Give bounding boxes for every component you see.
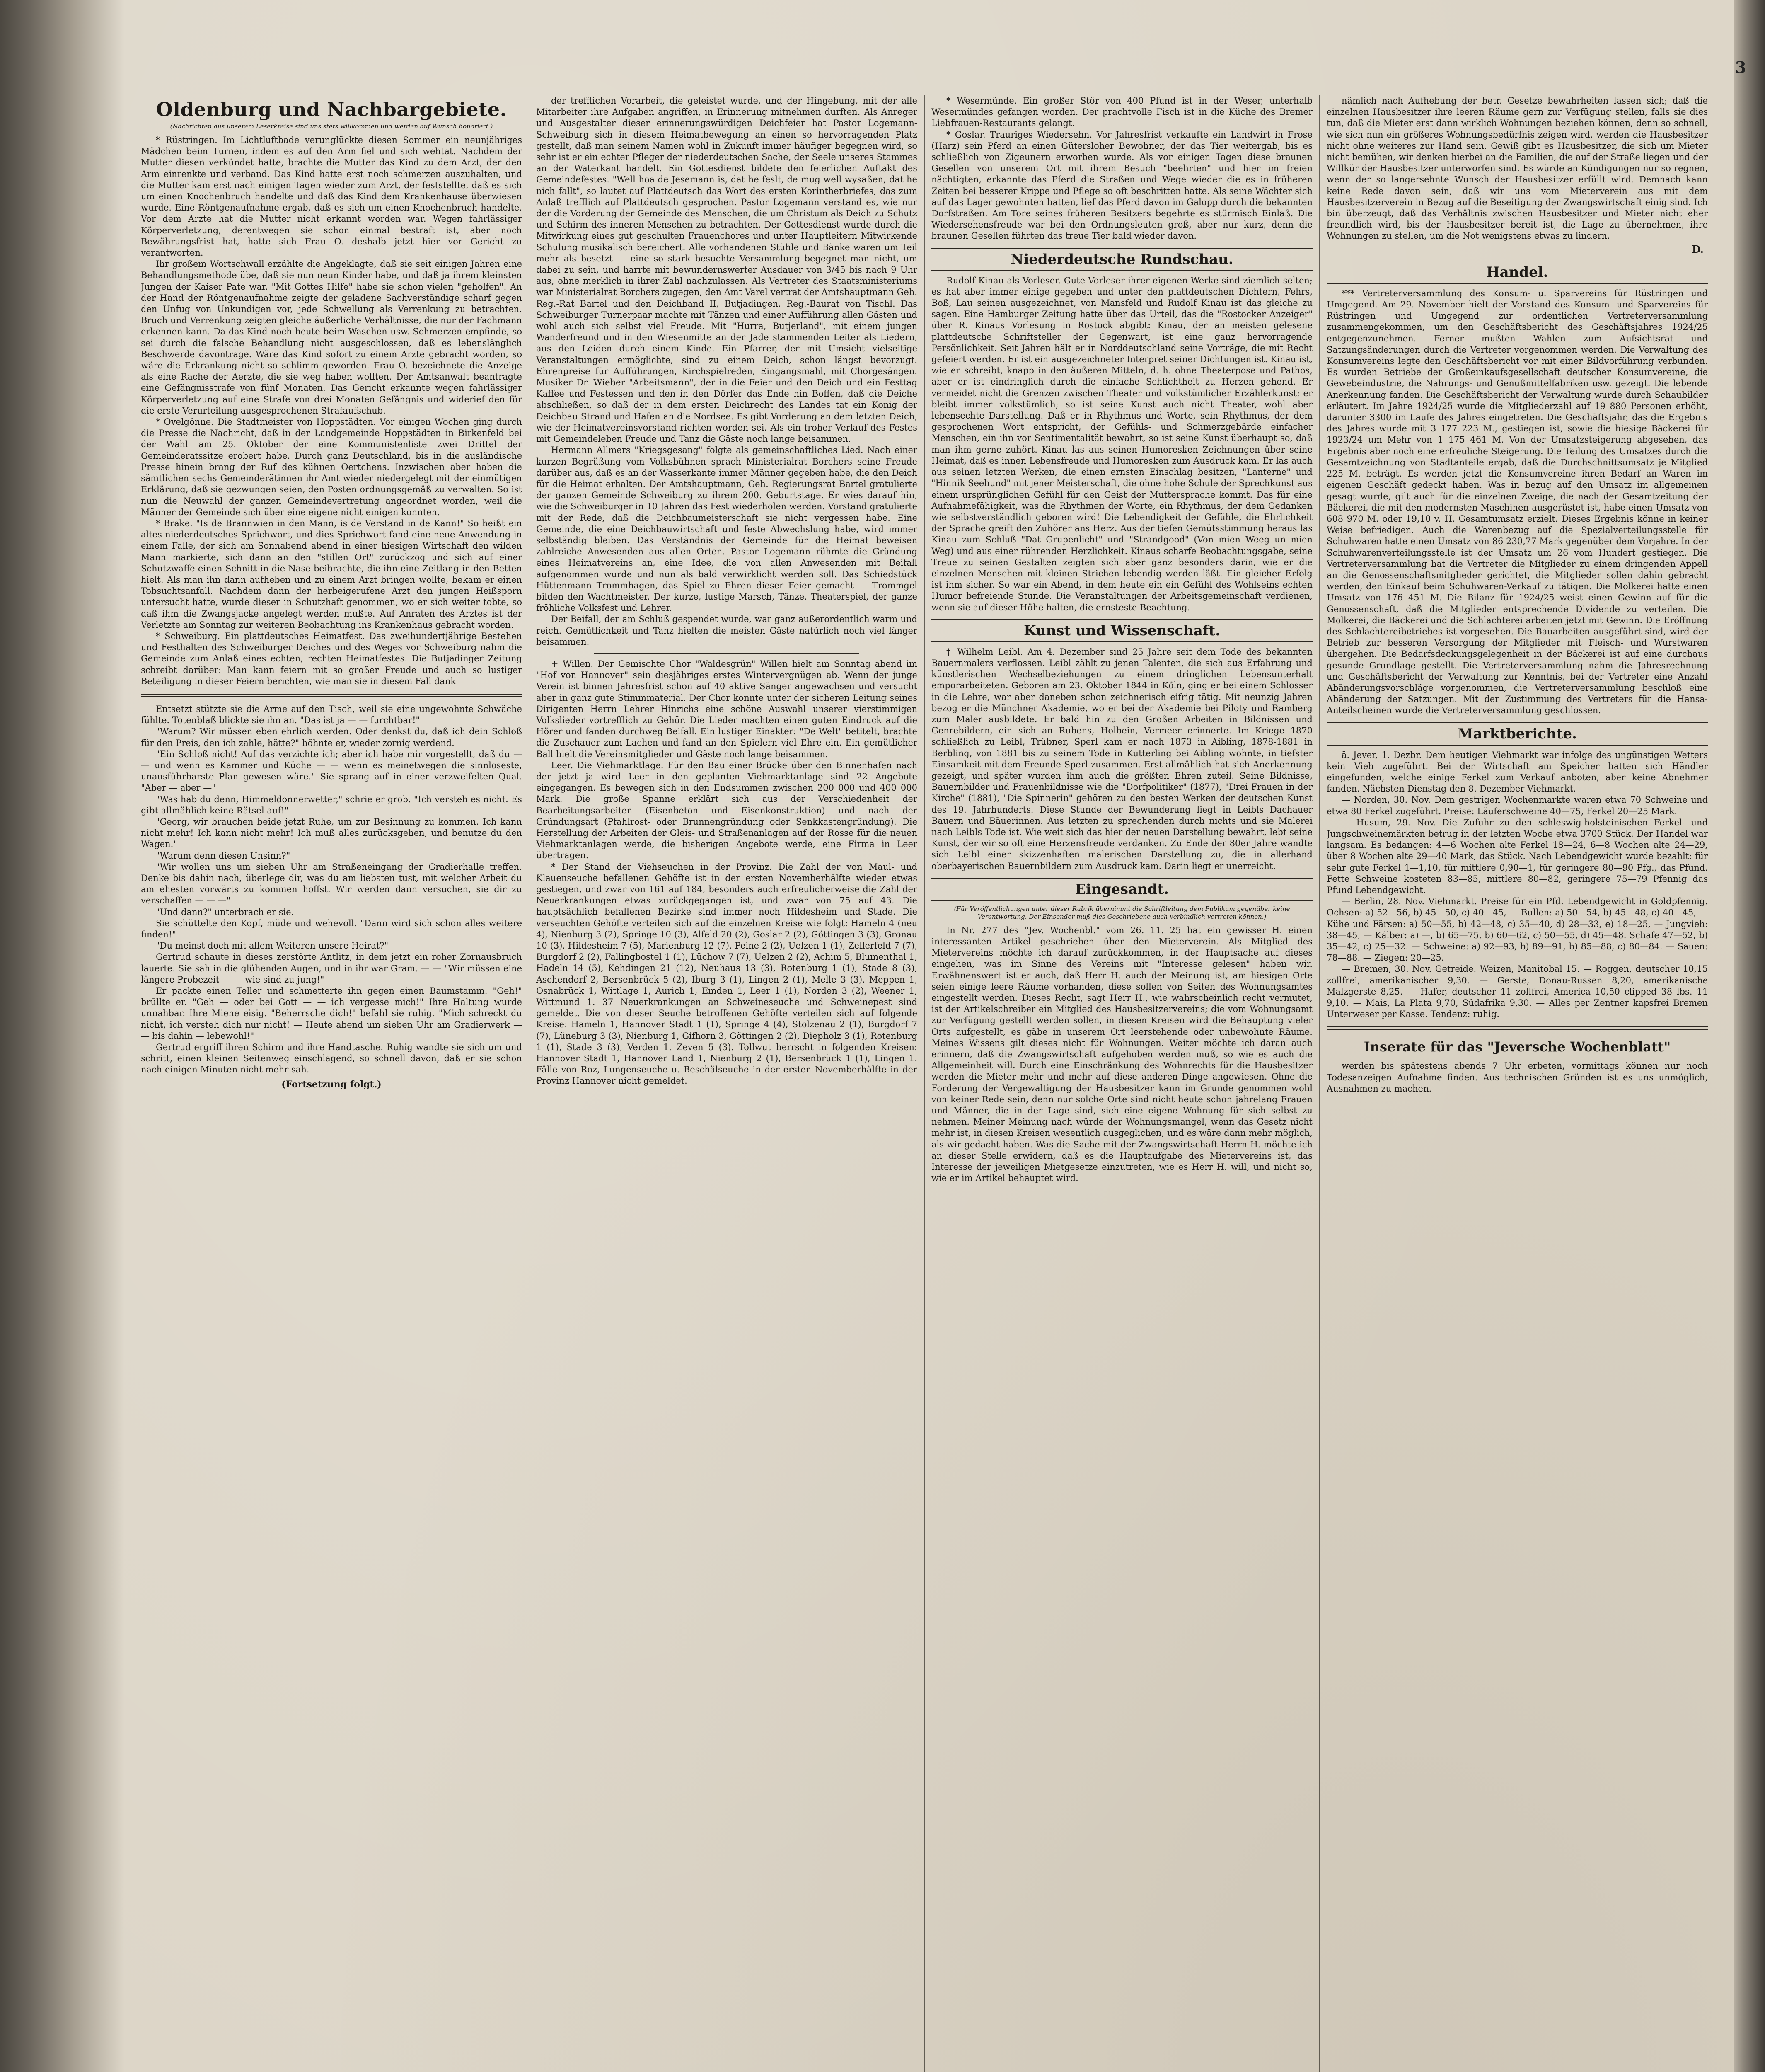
article-paragraph: * Schweiburg. Ein plattdeutsches Heimatfest. Das zweihundertjährige Bestehen und Festhalten des Schweiburger Deiches und des Weges vor Schweiburg nahm die Gemeinde zum Anlaß eines echten, rechten Heimatfestes. Die Butjadinger Zeitung schreibt darüber: Man kann feiern mit so großer Freude und auch so lustiger Beteiligung in dieser Feiern berichten, wie man sie in diesem Fall dank xyxy=(141,631,522,686)
column-3-articles xyxy=(931,95,1313,242)
article-paragraph: Leer. Die Viehmarktlage. Für den Bau einer Brücke über den Binnenhafen nach der jetzt ja wird Leer in den geplanten Viehmarktanlage sind 22 Angebote eingegangen. Es bewegen sich in den Endsummen zwischen 200 000 und 400 000 Mark. Die große Spanne erklärt sich aus der Verschiedenheit der Bearbeitungsarbeiten (Eisenbeton und Eisenkonstruktion) und nach der Gründungsart (Pfahlrost- oder Brunnengründung oder Senkkastengründung). Die Herstellung der Arbeiten der Gleis- und Straßenanlagen auf der Rosse für die neuen Viehmarktanlagen werde, die bisherigen Angebote werde, eine Firma in Leer übertragen. xyxy=(536,760,917,861)
kunst-articles xyxy=(931,646,1313,872)
article-paragraph: + Willen. Der Gemischte Chor "Waldesgrün" Willen hielt am Sonntag abend im "Hof von Hannover" sein diesjähriges erstes Wintervergnügen ab. Wenn der junge Verein ist binnen Jahresfrist schon auf 40 aktive Sänger angewachsen und versucht aber in ganz gute Stimmmaterial. Der Chor konnte unter der sicheren Leitung seines Dirigenten Herrn Lehrer Hinrichs eine schöne Auswahl unserer vierstimmigen Volkslieder vortrefflich zu Gehör. Die Lieder machten einen guten Eindruck auf die Hörer und fanden durchweg Beifall. Ein lustiger Einakter: "De Welt" betitelt, brachte die Zuschauer zum Lachen und fand an den Spielern viel Ehre ein. Ein gemütlicher Ball hielt die Vereinsmitglieder und Gäste noch lange beisammen. xyxy=(536,658,917,759)
article-paragraph: "Georg, wir brauchen beide jetzt Ruhe, um zur Besinnung zu kommen. Ich kann nicht mehr! Ich kann nicht mehr! Ich muß alles zurücksgehen, und benutze du den Wagen." xyxy=(141,816,522,850)
column-2-articles xyxy=(536,95,917,648)
ad-text: werden bis spätestens abends 7 Uhr erbeten, vormittags können nur noch Todesanzeigen Aufnahme finden. Aus technischen Gründen ist es uns unmöglich, Ausnahmen zu machen. xyxy=(1327,1061,1708,1094)
article-paragraph: Gertrud schaute in dieses zerstörte Antlitz, in dem jetzt ein roher Zornausbruch lauerte. Sie sah in die glühenden Augen, und in ihr war Gram. — — "Wir müssen eine längere Probezeit — — wie sind zu jung!" xyxy=(141,952,522,985)
column-4-articles xyxy=(1327,95,1708,242)
article-paragraph: "Wir wollen uns um sieben Uhr am Straßeneingang der Gradierhalle treffen. Denke bis dahin nach, überlege dir, was du am liebsten tust, mit welcher Arbeit du am ehesten vorwärts zu kommen hoffst. Wir werden dann versuchen, sie dir zu verschaffen — — —" xyxy=(141,862,522,906)
article-paragraph: nämlich nach Aufhebung der betr. Gesetze bewahrheiten lassen sich; daß die einzelnen Hausbesitzer ihre leeren Räume gern zur Verfügung stellen, falls sie dies tun, daß die Mieter erst dann wirklich Wohnungen beziehen können, denn so schnell, wie sich nun ein größeres Wohnungsbedürfnis zeigen wird, werden die Hausbesitzer nicht ohne weiteres zur Hand sein. Gewiß gibt es Hausbesitzer, die sich um Mieter nicht bemühen, wir denken hierbei an die Familien, die auf der Straße liegen und der Willkür der Hausbesitzer unterworfen sind. Es würde an Kündigungen nur so regnen, wenn der so langersehnte Wunsch der Hausbesitzer erfüllt wird. Demnach kann keine Rede davon sein, daß wir uns vom Mieterverein aus mit dem Hausbesitzerverein in Bezug auf die Beseitigung der Zwangswirtschaft einig sind. Ich bin überzeugt, daß das Verhältnis zwischen Hausbesitzer und Mieter nicht eher freundlich wird, bis der Hausbesitzer bereit ist, die Lage zu übernehmen, ihre Wohnungen zu stellen, um die Not wenigstens etwas zu lindern. xyxy=(1327,96,1708,241)
section-heading-kunst: Kunst und Wissenschaft. xyxy=(931,619,1313,642)
article-paragraph: In Nr. 277 des "Jev. Wochenbl." vom 26. 11. 25 hat ein gewisser H. einen interessanten Artikel geschrieben über den Mieterverein. Als Mitglied des Mietervereins möchte ich darauf zurückkommen, in der Hauptsache auf dieses eingehen, was im Sinne des Vereins mit "Interesse gelesen" haben wir. Erwähnenswert ist er auch, daß Herr H. auch der Meinung ist, am hiesigen Orte seien einige leere Räume vorhanden, diese sollen von Seiten des Wohnungsamtes eingestellt werden. Dieses Recht, sagt Herr H., wie wahrscheinlich recht vermutet, ist der Artikelschreiber ein Mitglied des Hausbesitzervereins; die vom Wohnungsamt zur Verfügung gestellt werden sollen, in diesen Kreisen wird die Behauptung vieler Orts aufgestellt, es gäbe in unserem Ort leerstehende oder unbewohnte Räume. Meines Wissens gilt dieses nicht für Wohnungen. Weiter möchte ich daran auch erinnern, daß die Zwangswirtschaft aufgehoben werden muß, so wie es auch die Allgemeinheit will. Durch eine Einschränkung des Wohnrechts für die Hausbesitzer werden die Mieter mehr und mehr auf diese anderen Dinge angewiesen. Ohne die Forderung der Vergewaltigung der Hausbesitzer kann im Grunde genommen wohl von keiner Rede sein, denn nur solche Orte sind nicht heute schon jahrelang Frauen und Männer, die in der Lage sind, sich eine eigene Wohnung für sich selbst zu nehmen. Meiner Meinung nach würde der Wohnungsmangel, wenn das Gesetz nicht mehr ist, in diesen Kreisen wesentlich ausgeglichen, und es wäre dann mehr möglich, als wir gedacht haben. Was die Sache mit der Zwangswirtschaft Herrn H. möchte ich an dieser Stelle erwidern, daß es die Hauptaufgabe des Mietervereins ist, das Interesse der jeweiligen Mietgesetze einzutreten, wie es Herr H. will, und nicht so, wie er im Artikel behauptet wird. xyxy=(931,925,1313,1184)
handel-articles xyxy=(1327,288,1708,716)
article-paragraph: * Wesermünde. Ein großer Stör von 400 Pfund ist in der Weser, unterhalb Wesermündes gefangen worden. Der prachtvolle Fisch ist in die Küche des Bremer Liebfrauen-Restaurants gelangt. xyxy=(931,96,1313,128)
page-number: 3 xyxy=(1735,58,1746,77)
column-1-articles xyxy=(141,135,522,687)
eingesandt-note: (Für Veröffentlichungen unter dieser Rubrik übernimmt die Schriftleitung dem Publikum gegenüber keine Verantwortung. Der Einsender muß dies Geschriebene auch verbindlich vertreten können.) xyxy=(954,905,1290,920)
article-paragraph: Ihr großem Wortschwall erzählte die Angeklagte, daß sie seit einigen Jahren eine Behandlungsmethode übe, daß sie nun neun Kinder habe, und daß ja ihrem kleinsten Jungen der Kaiser Pate war. "Mit Gottes Hilfe" habe sie schon vielen "geholfen". An der Hand der Röntgenaufnahme zeigte der geladene Sachverständige scharf gegen den Unfug von Unkundigen vor, jede Schwellung als Verrenkung zu betrachten. Bruch und Verrenkung zeigten gleiche äußerliche Verhältnisse, die nur der Fachmann erkennen kann. Da das Kind noch heute beim Waschen usw. Schmerzen empfinde, so sei durch die falsche Behandlung nicht ausgeschlossen, daß es lebenslänglich Beschwerde davontrage. Wäre das Kind sofort zu einem Arzte gebracht worden, so wäre die Erkrankung nicht so schlimm geworden. Frau O. bezeichnete die Anzeige als eine Rache der Aerzte, die sie weg haben wollten. Der Amtsanwalt beantragte eine Gefängnisstrafe von fünf Monaten. Das Gericht erkannte wegen fahrlässiger Körperverletzung auf eine Strafe von drei Monaten Gefängnis und widerief den für die erste Verurteilung ausgesprochenen Strafaufschub. xyxy=(141,259,522,416)
section-heading-eingesandt: Eingesandt. xyxy=(931,878,1313,901)
section-heading-marktberichte: Marktberichte. xyxy=(1327,722,1708,746)
article-paragraph: * Brake. "Is de Brannwien in den Mann, is de Verstand in de Kann!" So heißt ein altes niederdeutsches Sprichwort, und dies Sprichwort fand eine neue Anwendung in einem Falle, der sich am Sonnabend abend in einer hiesigen Wirtschaft den wilden Mann markierte, sich dann an den "stillen Ort" zurückzog und sich auf einer Schutzwaffe einen Schnitt in die Nase beibrachte, die ihn eine Zeitlang in den Betten hielt. Als man ihn dann aufheben und zu einem Arzt bringen wollte, bekam er einen Tobsuchtsanfall. Nachdem dann der herbeigerufene Arzt den jungen Heißsporn untersucht hatte, wurde dieser in Schutzhaft genommen, wo er sich weiter tobte, so daß ihm die Zwangsjacke angelegt werden mußte. Auf Anraten des Arztes ist der Verletzte am Sonntag zur weiteren Beobachtung ins Krankenhaus gebracht worden. xyxy=(141,518,522,630)
article-paragraph: * Goslar. Trauriges Wiedersehn. Vor Jahresfrist verkaufte ein Landwirt in Frose (Harz) sein Pferd an einen Gütersloher Bewohner, der das Tier weitergab, bis es schließlich von Zigeunern erworben wurde. Als vor einigen Tagen diese braunen Gesellen von unserem Ort mit ihrem Besuch "beehrten" und hier im freien nächtigten, erkannte das Pferd die Straßen und Wege wieder die es in früheren Zeiten bei besserer Krippe und Pflege so oft beschritten hatte. Als seine Wächter sich auf das Lager gewohnten hatten, lief das Pferd davon im Galopp durch die bekannten Dorfstraßen. Am Tore seines früheren Besitzers begehrte es stürmisch Einlaß. Die Wiedersehensfreude war bei den Ordnungsleuten groß, aber nur kurz, denn die braunen Gesellen führten das treue Tier bald wieder davon. xyxy=(931,129,1313,241)
article-paragraph: † Wilhelm Leibl. Am 4. Dezember sind 25 Jahre seit dem Tode des bekannten Bauernmalers verflossen. Leibl zählt zu jenen Talenten, die sich aus Erfahrung und künstlerischen Wechselbeziehungen zu einem dringlichen Lebensunterhalt emporarbeiteten. Geboren am 23. Oktober 1844 in Köln, ging er bei einem Schlosser in die Lehre, war aber daneben schon zeichnerisch eifrig tätig. Mit neunzig Jahren bezog er die Münchner Akademie, wo er bei der Akademie bei Piloty und Ramberg zum Maler ausbildete. Er bald hin zu den Großen Arbeiten in Bildnissen und Genrebildern, ein sich an Rubens, Holbein, Vermeer erinnerte. Im Kriege 1870 schließlich zu Leibl, Trübner, Sperl kam er nach 1873 in Aibling, 1878-1881 in Berbling, von 1881 bis zu seinem Tode in Kutterling bei Aibling wohnte, in tiefster Einsamkeit mit dem Freunde Sperl zusammen. Erst allmählich hat sich Anerkennung gezeigt, und später wurden ihm auch die größten Ehren zuteil. Seine Bildnisse, Bauernbilder und Frauenbildnisse wie die "Dorfpolitiker" (1877), "Drei Frauen in der Kirche" (1881), "Die Spinnerin" gehören zu den besten Werken der deutschen Kunst des 19. Jahrhunderts. Diese Stunde der Bewunderung liegt in Leibls Dachauer Bauern und Bäuerinnen. Aus letzten zu sprechenden durch nichts und sie Malerei nach Leibls Tode ist. Wie weit sich das hier der neuen Darstellung bewahrt, lebt seine Kunst, der wir so oft eine Herzensfreude verdanken. Zu Ende der 80er Jahre wandte sich Leibl einer skizzenhaften malerischen Darstellung zu, die in allerhand oberbayerischen Bauernbildern zum Ausdruck kam. Darin liegt er unerreicht. xyxy=(931,646,1313,871)
article-paragraph: der trefflichen Vorarbeit, die geleistet wurde, und der Hingebung, mit der alle Mitarbeiter ihre Aufgaben angriffen, in Erinnerung mitnehmen durften. Als Anreger und Ausgestalter dieser erinnerungswürdigen Deichfeier hat Pastor Logemann-Schweiburg sich in diesem Heimatbewegung an einen so hervorragenden Platz gestellt, daß man seinem Namen wohl in Zukunft immer häufiger begegnen wird, so sehr ist er ein echter Pfleger der niederdeutschen Sache, der Seele unseres Stammes an der Waterkant handelt. Ein Gottesdienst bildete den feierlichen Auftakt des Gemeindefestes. "Well hoa de Jesemann is, dat he feslt, de mug well wysaßen, dat he nich fallt", so lautet auf Plattdeutsch das Wort des ersten Korintherbriefes, das zum Anlaß trefflich auf Plattdeutsch gesprochen. Pastor Logemann verstand es, wie nur der die Vorderung der Gemeinde des Menschen, die um Christum als Deich zu Schutz und Schirm des inneren Menschen zu betrachten. Der Gottesdienst wurde durch die Mitwirkung eines gut geschulten Frauenchores und unter Hauptleitern Mitwirkende Schulung musikalisch bereichert. Alle vorhandenen Stühle und Bänke waren um Teil mehr als besetzt — eine so stark besuchte Versammlung begegnet man nicht, um dabei zu sein, und harrte mit bewundernswerter Ausdauer von 3/45 bis nach 9 Uhr aus, ohne merklich in ihrer Zahl nachzulassen. Als Vertreter des Staatsministeriums war Ministerialrat Borchers zugegen, den Amt Varel vertrat der Amtshauptmann Geh. Reg.-Rat Bartel und den Deichband II, Butjadingen, Reg.-Baurat von Tischl. Das Schweiburger Turnerpaar machte mit Tänzen und einer Aufführung allen Gästen und wohl auch sich selbst viel Freude. Mit "Hurra, Butjerland", mit einem jungen Wanderfreund und in den Wiesenmitte an der Jade stammenden Leiter als Liedern, aus den Leiden durch einem Kinde. Ein Pfarrer, der mit Umsicht vielseitige Veranstaltungen ermöglichte, sind zu einem Deich, schon längst bevorzugt. Ehrenpreise für Aufführungen, Kirchspielreden, Eingangsmahl, mit Chorgesängen. Musiker Dr. Wieber "Arbeitsmann", der in die Feier und den Deich und ein Festtag Kaffee und Festessen und den in den Dörfer das Ende hin Boffen, daß die Deiche abschließen, so daß der in dem ersten Deichrecht des Landes tat ein Konig der Deichbau Strand und Hafen an die Nordsee. Es gibt Vorderung an dem letzten Deich, wie der Heimatvereinsvorstand richten worden sei. Als ein froher Verlauf des Festes mit Gemeindeleben Freude und Tanz die Gäste noch lange beisammen. xyxy=(536,96,917,444)
column-2-articles-lower xyxy=(536,658,917,1087)
article-paragraph: "Ein Schloß nicht! Auf das verzichte ich; aber ich habe mir vorgestellt, daß du — — und wenn es Kammer und Küche — — wenn es meinetwegen die sinnloseste, unausführbarste Plan gewesen wäre." Sie sprang auf in einer verzweifelten Qual. "Aber — aber —" xyxy=(141,749,522,793)
column-4 xyxy=(1327,95,1708,2072)
article-paragraph: — Husum, 29. Nov. Die Zufuhr zu den schleswig-holsteinischen Ferkel- und Jungschweinemärkten betrug in der letzten Woche etwa 3700 Stück. Der Handel war langsam. Es bedangen: 4—6 Wochen alte Ferkel 18—24, 6—8 Wochen alte 24—29, über 8 Wochen alte 29—40 Mark, das Stück. Nach Lebendgewicht wurde bezahlt: für sehr gute Ferkel 1—1,10, für mittlere 0,90—1, für geringere 80—90 Pfg., das Pfund. Fette Schweine kosteten 83—85, mittlere 80—82, geringere 75—79 Pfennig das Pfund Lebendgewicht. xyxy=(1327,817,1708,895)
article-paragraph: * Ovelgönne. Die Stadtmeister von Hoppstädten. Vor einigen Wochen ging durch die Presse die Nachricht, daß in der Landgemeinde Hoppstädten in Birkenfeld bei der Wahl am 25. Oktober der eine Kommunistenliste zwei Drittel der Gemeinderatssitze erobert habe. Durch ganz Deutschland, bis in die ausländische Presse hinein brang der Ruf des kühnen Oertchens. Inzwischen aber haben die sämtlichen sechs Gemeinderätinnen ihr Amt wieder niedergelegt mit der einmütigen Erklärung, daß sie gezwungen seien, den Posten ordnungsgemäß zu verwalten. So ist nun die Neuwahl der ganzen Gemeindevertretung angeordnet worden, weil die Männer der Gemeinde sich über eine eigene nicht einigen konnten. xyxy=(141,417,522,517)
article-paragraph: Er packte einen Teller und schmetterte ihn gegen einen Baumstamm. "Geh!" brüllte er. "Geh — oder bei Gott — — ich vergesse mich!" Ihre Haltung wurde unnahbar. Ihre Miene eisig. "Beherrsche dich!" befahl sie ruhig. "Mich schreckt du nicht, ich versteh dich nur nicht! — Heute abend um sieben Uhr am Gradierwerk — — bis dahin — lebewohl!" xyxy=(141,986,522,1041)
article-paragraph: Gertrud ergriff ihren Schirm und ihre Handtasche. Ruhig wandte sie sich um und schritt, einen kleinen Seitenweg einschlagend, so schnell davon, daß er sie schon nach einigen Minuten nicht mehr sah. xyxy=(141,1042,522,1075)
section-heading-handel: Handel. xyxy=(1327,261,1708,284)
article-paragraph: ä. Jever, 1. Dezbr. Dem heutigen Viehmarkt war infolge des ungünstigen Wetters kein Vieh zugeführt. Bei der Wirtschaft am Speicher hatten sich Händler eingefunden, welche einige Ferkel zum Verkauf anboten, aber keine Abnehmer fanden. Nächsten Dienstag den 8. Dezember Viehmarkt. xyxy=(1327,750,1708,794)
article-paragraph: "Warum denn diesen Unsinn?" xyxy=(156,850,290,861)
page-body xyxy=(137,95,1732,2072)
serial-separator xyxy=(141,694,522,697)
column-rule xyxy=(924,95,925,2072)
article-paragraph: — Bremen, 30. Nov. Getreide. Weizen, Manitobal 15. — Roggen, deutscher 10,15 zollfrei, amerikanischer 9,30. — Gerste, Donau-Russen 8,20, amerikanische Malzgerste 8,25. — Hafer, deutscher 11 zollfrei, America 10,50 clipped 38 lbs. 11 9,10. — Mais, La Plata 9,70, Südafrika 9,30. — Alles per Zentner kapsfrei Bremen Unterweser per Kasse. Tendenz: ruhig. xyxy=(1327,964,1708,1019)
page-edge xyxy=(1734,0,1765,2072)
section-heading-rundschau: Niederdeutsche Rundschau. xyxy=(931,248,1313,271)
article-paragraph: "Warum? Wir müssen eben ehrlich werden. Oder denkst du, daß ich dein Schloß für den Preis, den ich zahle, hätte?" höhnte er, wieder zornig werdend. xyxy=(141,726,522,748)
serial-story xyxy=(141,704,522,1076)
ad-separator xyxy=(1327,1026,1708,1030)
article-paragraph: Rudolf Kinau als Vorleser. Gute Vorleser ihrer eigenen Werke sind ziemlich selten; es hat aber immer einige gegeben und unter den plattdeutschen Dichtern, Fehrs, Boß, Lau seinen ausgezeichnet, von Mansfeld und Rudolf Kinau ist das gleiche zu sagen. Eine Hamburger Zeitung hatte über das Urteil, das die "Rostocker Anzeiger" über R. Kinaus Vorlesung in Rostock abgibt: Kinau, der an meisten gelesene plattdeutsche Schriftsteller der Gegenwart, ist eine ganz hervorragende Persönlichkeit. Seit Jahren hält er in Norddeutschland seine Vorträge, die mit Recht gefeiert werden. Er ist ein ausgezeichneter Interpret seiner Dichtungen ist. Kinau ist, wie er schreibt, knapp in den äußeren Mitteln, d. h. ohne Theaterpose und Pathos, aber er ist eindringlich durch die einfache Schlichtheit zu Herzen gehend. Er vermeidet nicht die Grenzen zwischen Theater und volkstümlicher Erzählerkunst; er bleibt immer volkstümlich; so ist seine Kunst auch nicht Theater, wohl aber lebensechte Darstellung. Daß er in Rhythmus und Worte, sein Rhythmus, der dem gesprochenen Wort entspricht, der Gefühls- und Schmerzgebärde einfacher Menschen, ein ihn vor Sentimentalität bewahrt, so ist seine Kunst überhaupt so, daß man ihm gerne zuhört. Kinau las aus seinen Humoresken Zeichnungen über seine Heimat, daß es innen Lebensfreude und Humoresken zum Ausdruck kam. Er las auch aus seinen letzten Werken, die einen ernsten Einschlag besitzen, "Lanterne" und "Hinnik Seehund" mit jener Meisterschaft, die ohne hohe Schule der Sprechkunst aus einem ursprünglichen Gefühl für den Geist der Muttersprache kommt. Das für eine Aufnahmefähigkeit, was die Rhythmen der Worte, ein Rhythmus, der dem Gedanken wie selbstverständlich geboren wird! Die Lebendigkeit der Gefühle, die Ehrlichkeit der Sprache greift den Zuhörer ans Herz. Aus der tiefen Gemütsstimmung heraus las Kinau zum Schluß "Dat Grupenlicht" und "Strandgood" (Von mien Weeg un mien Weg) und aus einer rührenden Herzlichkeit. Kinaus scharfe Beobachtungsgabe, seine Treue zu seinen Gestalten zeigten sich aber ganz besonders darin, wie er die einzelnen Menschen mit kleinen Strichen lebendig werden läßt. Ein gleicher Erfolg ist ihm sicher. So war ein Abend, in dem heute ein ein Gefühl des Wohlseins echten Humor befreiende Stunde. Die Veranstaltungen der Arbeitsgemeinschaft verdienen, wenn sie auf dieser Höhe halten, die ernsteste Beachtung. xyxy=(931,275,1313,612)
eingesandt-articles xyxy=(931,925,1313,1184)
ad-heading: Inserate für das "Jeversche Wochenblatt" xyxy=(1364,1039,1671,1055)
article-separator xyxy=(594,653,859,654)
column-1 xyxy=(141,95,522,2072)
article-paragraph: *** Vertreterversammlung des Konsum- u. Sparvereins für Rüstringen und Umgegend. Am 29. November hielt der Vorstand des Konsum- und Sparvereins für Rüstringen und Umgegend zur ordentlichen Vertreterversammlung zusammengekommen, um den Geschäftsbericht des Geschäftsjahres 1924/25 entgegenzunehmen. Ferner mußten Wahlen zum Aufsichtsrat und Satzungsänderungen durch die Vertreter vorgenommen werden. Die Verwaltung des Konsumvereins legte den Geschäftsbericht vor mit einer Bildvorführung verbunden. Es wurden Betriebe der Großeinkaufsgesellschaft deutscher Konsumvereine, die Gewebeindustrie, die Nahrungs- und Genußmittelfabriken usw. gezeigt. Die lebende Anerkennung fanden. Die Geschäftsbericht der Verwaltung wurde durch Schaubilder erläutert. Im Jahre 1924/25 wurde die Mitgliederzahl auf 19 880 Personen erhöht, darunter 3300 im Laufe des Jahres eingetreten. Die Geschäftsjahr, das die Ergebnis des Jahres wurde mit 3 177 223 M., gestiegen ist, sowie die hiesige Bäckerei für 1923/24 um Mehr von 1 175 461 M. Von der Umsatzsteigerung abgesehen, das Ergebnis aber noch eine erfreuliche Steigerung. Die Teilung des Umsatzes durch die Gesamtzeichnung von Stadtanteile ergab, daß die Durchschnittsumsatz je Mitglied 225 M. beträgt. Es werden jetzt die Konsumvereine ihren Bedarf an Waren im eigenen Geschäft gedeckt haben. Was in bezug auf den Umsatz im allgemeinen gesagt wurde, gilt auch für die einzelnen Zweige, die nach der Gesamtzeitung der Bäckerei, die mit den modernsten Maschinen ausgerüstet ist, habe einen Umsatz von 608 970 M. oder 19,10 v. H. Gesamtumsatz erzielt. Dieses Ergebnis könne in keiner Weise befriedigen. Auch die Warenbezug auf die Spezialverteilungsstelle für Schuhwaren hatte einen Umsatz von 86 230,77 Mark gegenüber dem Vorjahre. In der Schuhwarenverteilungsstelle ist der Umsatz um 26 vom Hundert gestiegen. Die Vertreterversammlung hat die Vertreter die Mitglieder zu einem dringenden Appell an die Genossenschaftsmitglieder gerichtet, die Mitglieder sollen dahin gebracht werden, den Einkauf beim Schuhwaren-Verkauf zu tätigen. Die Molkerei hatte einen Umsatz von 176 451 M. Die Bilanz für 1924/25 weist einen Gewinn auf für die Genossenschaft, daß die Mitglieder entsprechende Dividende zu verteilen. Die Molkerei, die Bäckerei und die Schlachterei arbeiten jetzt mit Gewinn. Die Eröffnung des Schlachtereibetriebes ist vorgesehen. Die Bauarbeiten ausgeführt sind, wird der Betrieb zur besseren Versorgung der Mitglieder mit Fleisch- und Wurstwaren übergehen. Die Bedarfsdeckungsgelegenheit in der Bäckerei ist auf eine durchaus gesunde Grundlage gestellt. Die Vertreterversammlung nahm die Jahresrechnung und Geschäftsbericht der Verwaltung zur Kenntnis, bei der Vertreter eine Anzahl Abänderungsvorschläge vorgenommen, die Vertreterversammlung beschloß eine Abänderung der Satzungen. Mit der Zustimmung des Vertreters für die Hansa-Anteilscheinen wurde die Vertreterversammlung geschlossen. xyxy=(1327,288,1708,716)
article-paragraph: Entsetzt stützte sie die Arme auf den Tisch, weil sie eine ungewohnte Schwäche fühlte. Totenblaß blickte sie ihn an. "Das ist ja — — furchtbar!" xyxy=(141,704,522,726)
rundschau-articles xyxy=(931,275,1313,613)
article-paragraph: — Norden, 30. Nov. Dem gestrigen Wochenmarkte waren etwa 70 Schweine und etwa 80 Ferkel zugeführt. Preise: Läuferschweine 40—75, Ferkel 20—25 Mark. xyxy=(1327,795,1708,816)
article-paragraph: "Du meinst doch mit allem Weiteren unsere Heirat?" xyxy=(156,941,389,951)
column-rule xyxy=(529,95,530,2072)
serial-continued: (Fortsetzung folgt.) xyxy=(281,1079,382,1090)
column-3 xyxy=(931,95,1313,2072)
article-paragraph: Hermann Allmers "Kriegsgesang" folgte als gemeinschaftliches Lied. Nach einer kurzen Begrüßung vom Volksbühnen sprach Ministerialrat Borchers seine Freude darüber aus, daß es an der Wasserkante immer Männer gegeben habe, die den Deich für die Heimat erhalten. Der Amtshauptmann, Geh. Regierungsrat Bartel gratulierte der ganzen Gemeinde Schweiburg zu ihrem 200. Geburtstage. Er wies darauf hin, wie die Schweiburger in 10 Jahren das Fest wiederholen werden. Vorstand gratulierte mit der Rede, daß die Deichbaumeisterschaft sie nicht vergessen habe. Eine Gemeinde, die eine Deichbauwirtschaft und feste Abwechslung habe, wird immer selbständig bleiben. Das Verständnis der Gemeinde für die Heimat beweisen zahlreiche Anwesenden aus allen Orten. Pastor Logemann rühmte die Gründung eines Heimatvereins an, eine Idee, die von allen Anwesenden mit Beifall aufgenommen wurde und nun als bald verwirklicht werden soll. Das Schiedstück Hüttenmann Trommhagen, das Spiel zu Ehren dieser Feier gemacht — Trommgel bilden den Wachtmeister, Der kurze, lustige Marsch, Tänze, Theaterspiel, der ganze fröhliche Volksfest und Lehrer. xyxy=(536,445,917,613)
markt-articles xyxy=(1327,750,1708,1020)
section-heading-oldenburg: Oldenburg und Nachbargebiete. xyxy=(156,98,507,121)
article-paragraph: — Berlin, 28. Nov. Viehmarkt. Preise für ein Pfd. Lebendgewicht in Goldpfennig. Ochsen: a) 52—56, b) 45—50, c) 40—45, — Bullen: a) 50—54, b) 45—48, c) 40—45, — Kühe und Färsen: a) 50—55, b) 42—48, c) 35—40, d) 28—33, e) 18—25, — Jungvieh: 38—45, — Kälber: a) —, b) 65—75, b) 60—62, c) 50—55, d) 45—48. Schafe 47—52, b) 35—42, c) 25—32. — Schweine: a) 92—93, b) 89—91, b) 85—88, c) 80—84. — Sauen: 78—88. — Ziegen: 20—25. xyxy=(1327,896,1708,963)
article-paragraph: Sie schüttelte den Kopf, müde und wehevoll. "Dann wird sich schon alles weitere finden!" xyxy=(141,918,522,940)
article-paragraph: Der Beifall, der am Schluß gespendet wurde, war ganz außerordentlich warm und reich. Gemütlichkeit und Tanz hielten die meisten Gäste natürlich noch viel länger beisammen. xyxy=(536,614,917,647)
column-rule xyxy=(1319,95,1320,2072)
article-paragraph: * Der Stand der Viehseuchen in der Provinz. Die Zahl der von Maul- und Klauenseuche befallenen Gehöfte ist in der ersten Novemberhälfte wieder etwas gestiegen, und zwar von 161 auf 184, besonders auch erfreulicherweise die Zahl der Neuerkrankungen etwas zurückgegangen ist, und zwar von 75 auf 43. Die hauptsächlich befallenen Bezirke sind immer noch Hildesheim und Stade. Die verseuchten Gehöfte verteilen sich auf die einzelnen Kreise wie folgt: Hameln 4 (neu 4), Nienburg 3 (2), Springe 10 (3), Alfeld 20 (2), Goslar 2 (2), Göttingen 3 (3), Gronau 10 (3), Hildesheim 7 (5), Marienburg 12 (7), Peine 2 (2), Uelzen 1 (1), Zellerfeld 7 (7), Burgdorf 2 (2), Fallingbostel 1 (1), Lüchow 7 (7), Uelzen 2 (2), Achim 5, Blumenthal 1, Hadeln 14 (5), Kehdingen 21 (12), Neuhaus 13 (3), Rotenburg 1 (1), Stade 8 (3), Aschendorf 2, Bersenbrück 5 (2), Iburg 3 (1), Lingen 2 (1), Melle 3 (3), Meppen 1, Osnabrück 1, Wittlage 1, Aurich 1, Emden 1, Leer 1 (1), Norden 3 (2), Weener 1, Wittmund 1. 37 Neuerkrankungen an Schweineseuche und Schweinepest sind gemeldet. Die von dieser Seuche betroffenen Gehöfte verteilen sich auf folgende Kreise: Hameln 1, Hannover Stadt 1 (1), Springe 4 (4), Stolzenau 2 (1), Burgdorf 7 (7), Lüneburg 3 (3), Nienburg 1, Gifhorn 3, Göttingen 2 (2), Diepholz 3 (1), Rotenburg 1 (1), Stade 3 (3), Verden 1, Zeven 5 (3). Tollwut herrscht in folgenden Kreisen: Hannover Stadt 1, Hannover Land 1, Nienburg 2 (1), Bersenbrück 1 (1), Lingen 1. Fälle von Roz, Lungenseuche u. Beschälseuche in der ersten Novemberhälfte in der Provinz Hannover nicht gemeldet. xyxy=(536,862,917,1086)
binding-shadow xyxy=(0,0,124,2072)
article-paragraph: "Und dann?" unterbrach er sie. xyxy=(156,907,294,917)
article-signature: D. xyxy=(1692,243,1704,255)
article-paragraph: "Was hab du denn, Himmeldonnerwetter," schrie er grob. "Ich versteh es nicht. Es gibt allmählich keine Rätsel auf!" xyxy=(141,794,522,816)
section-note: (Nachrichten aus unserem Leserkreise sind uns stets willkommen und werden auf Wunsch honoriert.) xyxy=(170,123,493,130)
column-2 xyxy=(536,95,917,2072)
article-paragraph: * Rüstringen. Im Lichtluftbade verunglückte diesen Sommer ein neunjähriges Mädchen beim Turnen, indem es auf den Arm fiel und sich wehtat. Nachdem der Mutter diesen verkündet hatte, brachte die Mutter das Kind zu dem Arzt, der den Arm einrenkte und verband. Das Kind hatte erst noch schmerzen auszuhalten, und die Mutter kam erst nach einigen Tagen wieder zum Arzt, der feststellte, daß es sich um einen Knochenbruch handelte und daß das Kind dem Krankenhause überwiesen wurde. Eine Röntgenaufnahme ergab, daß es sich um einen Knochenbruch handelte. Vor dem Arzte hat die Mutter nicht erkannt worden war. Wegen fahrlässiger Körperverletzung, derentwegen sie schon einmal bestraft ist, aber noch Bewährungsfrist hat, hatte sich Frau O. deshalb jetzt hier vor Gericht zu verantworten. xyxy=(141,135,522,258)
